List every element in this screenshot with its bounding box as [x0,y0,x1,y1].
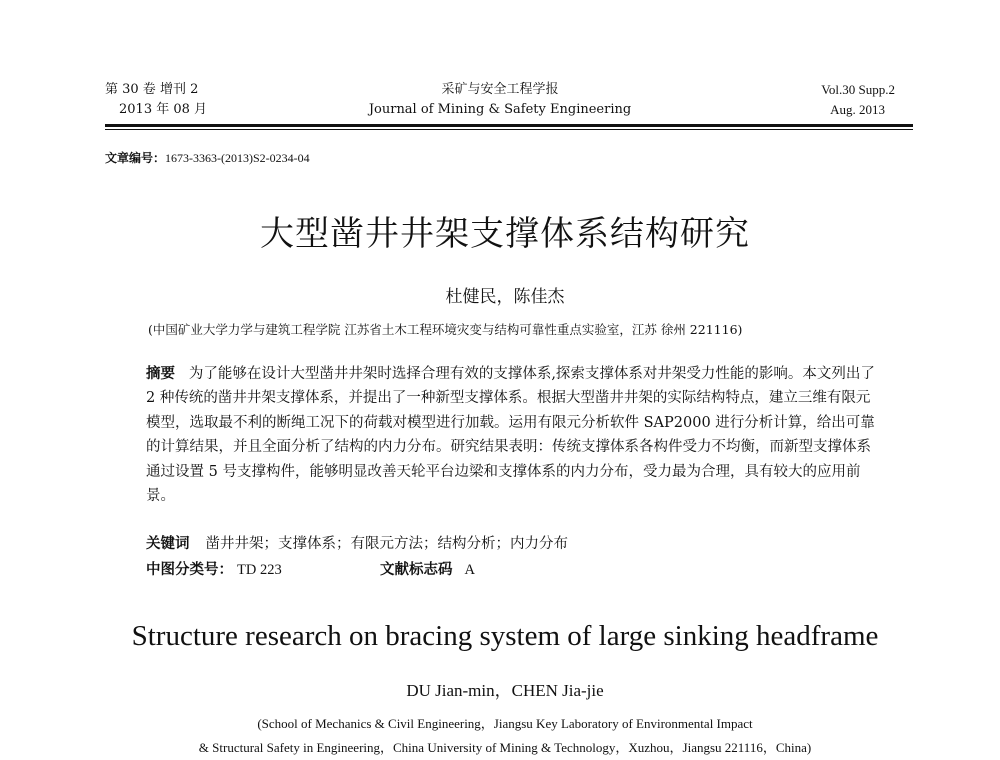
article-number-value: 1673-3363-(2013)S2-0234-04 [165,151,310,165]
header-date-cn: 2013 年 08 月 [119,102,208,117]
keywords-text: 凿井井架；支撑体系；有限元方法；结构分析；内力分布 [205,536,568,552]
article-number [105,149,310,166]
affiliation-english-line1: (School of Mechanics & Civil Engineering，Jiangsu Key Laboratory of Environmental Impact [257,716,753,731]
header-rule-thin [105,129,913,130]
abstract-block [146,362,880,508]
header-journal-en: Journal of Mining & Safety Engineering [368,102,632,117]
document-code-label: 文献标志码 [380,562,453,578]
document-code-value: A [464,562,475,578]
article-number-label: 文章编号： [105,151,166,165]
classification-block [146,558,746,579]
affiliation-chinese: (中国矿业大学力学与建筑工程学院 江苏省土木工程环境灾变与结构可靠性重点实验室，江苏 徐州 221116) [148,322,743,337]
abstract-label: 摘要 [146,366,175,382]
header-journal-name [105,80,895,120]
classification-label: 中图分类号： [146,562,233,578]
keywords-label: 关键词 [146,536,190,552]
authors-chinese: 杜健民，陈佳杰 [445,287,565,307]
title-english: Structure research on bracing system of large sinking headframe [131,620,879,652]
header-volume-issue: 第 30 卷 增刊 2 [105,82,199,97]
header-rule-thick [105,124,913,127]
running-header [105,80,895,124]
header-date-en: Aug. 2013 [830,102,885,117]
affiliation-english-line2: & Structural Safety in Engineering，China University of Mining & Technology，Xuzhou，Jiangsu 221116，China) [198,740,812,755]
header-journal-cn: 采矿与安全工程学报 [441,82,559,97]
header-vol-supp: Vol.30 Supp.2 [821,82,895,97]
keywords-block [146,532,568,553]
title-chinese: 大型凿井井架支撑体系结构研究 [260,214,750,254]
abstract-text: 为了能够在设计大型凿井井架时选择合理有效的支撑体系,探索支撑体系对井架受力性能的影响。本文列出了 2 种传统的凿井井架支撑体系，并提出了一种新型支撑体系。根据大型凿井井架的实际结构特点，建立三维有限元模型，选取最不利的断绳工况下的荷载对模型进行加载。运用有限元分析软件 SAP2000 进行分析计算，给出可靠的计算结果，并且全面分析了结构的内力分布。研究结果表明：传统支撑体系各构件受力不均衡，而新型支撑体系通过设置 5 号支撑构件，能够明显改善天轮平台边梁和支撑体系的内力分布，受力最为合理，具有较大的应用前景。 [146,366,875,505]
header-volume-info-en [821,80,895,120]
authors-english: DU Jian-min，CHEN Jia-jie [406,681,604,700]
affiliation-english [0,712,1000,760]
classification-value: TD 223 [237,562,282,578]
document-code [380,558,475,579]
